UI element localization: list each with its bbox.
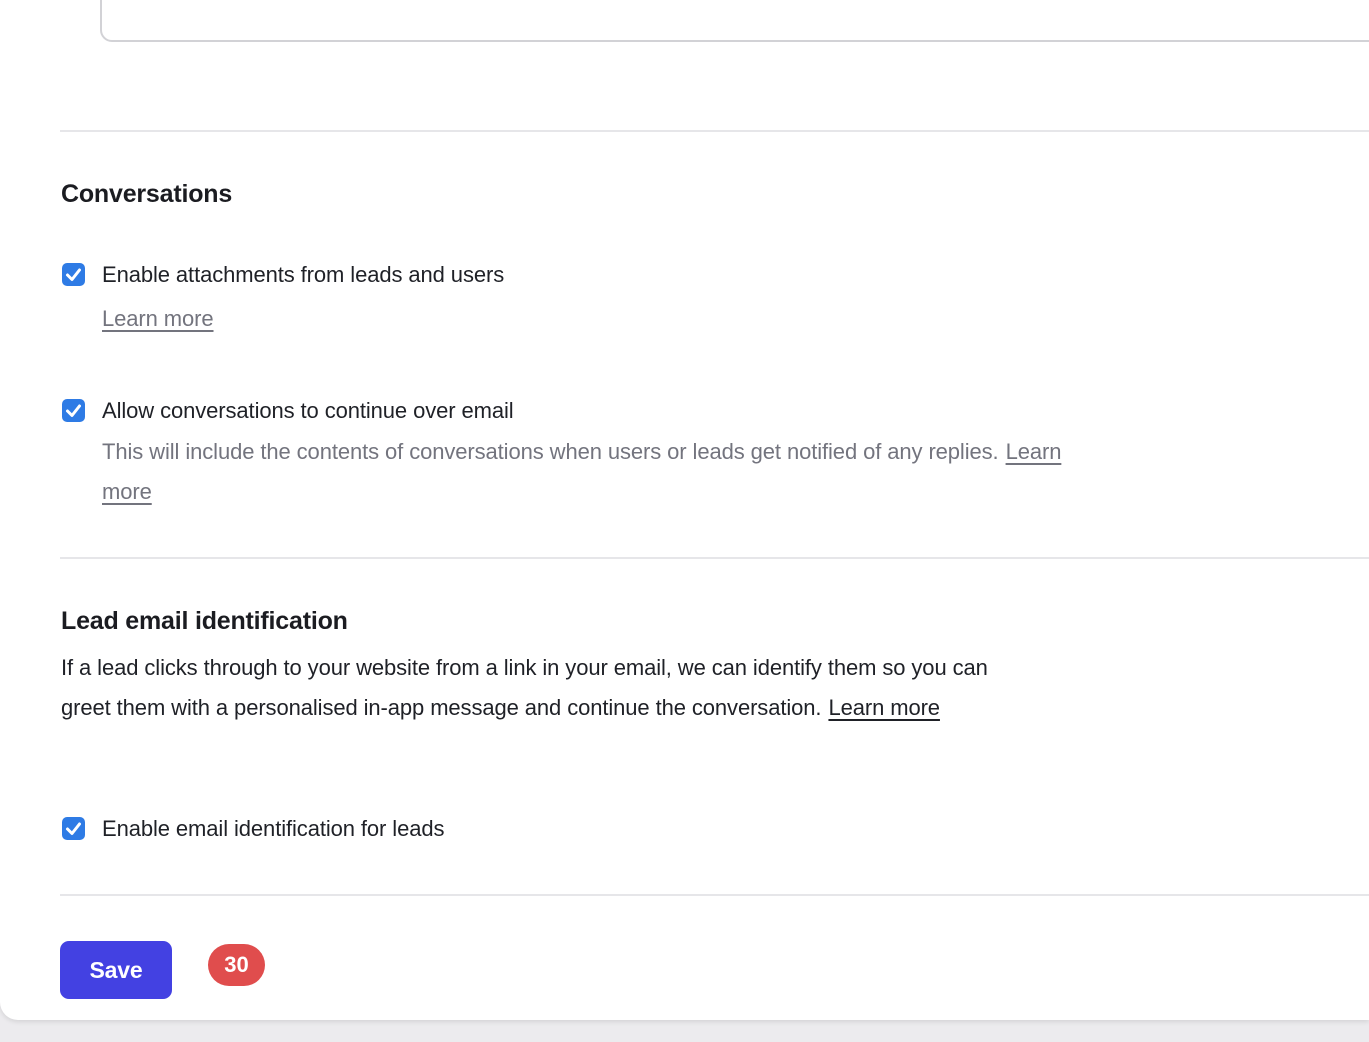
section-divider [60,557,1369,559]
description-text: This will include the contents of conversations when users or leads get notified of any replies. [102,439,999,464]
section-divider [60,894,1369,896]
enable-email-identification-checkbox[interactable] [62,817,85,840]
email-replies-learn-more-link[interactable]: Learn more [102,439,1062,504]
checkmark-icon [62,263,85,286]
description-text: If a lead clicks through to your website from a link in your email, we can identify them so you can greet them with a personalised in-app message and continue the conversation. [61,655,988,720]
continue-over-email-description [102,432,1067,512]
enable-attachments-label: Enable attachments from leads and users [102,262,505,287]
enable-email-identification-label: Enable email identification for leads [102,816,445,841]
save-button[interactable]: Save [60,941,172,999]
lead-email-description [61,648,1026,728]
attachments-learn-more-link[interactable]: Learn more [102,306,214,331]
continue-over-email-label: Allow conversations to continue over email [102,398,514,423]
section-divider [60,130,1369,132]
conversations-section-title: Conversations [61,180,233,208]
lead-email-section-title: Lead email identification [61,607,348,635]
unsaved-changes-badge: 30 [208,944,265,986]
lead-email-learn-more-link[interactable]: Learn more [828,695,940,720]
continue-over-email-checkbox[interactable] [62,399,85,422]
info-card-partial [100,0,1369,42]
checkmark-icon [62,399,85,422]
checkmark-icon [62,817,85,840]
enable-attachments-checkbox[interactable] [62,263,85,286]
